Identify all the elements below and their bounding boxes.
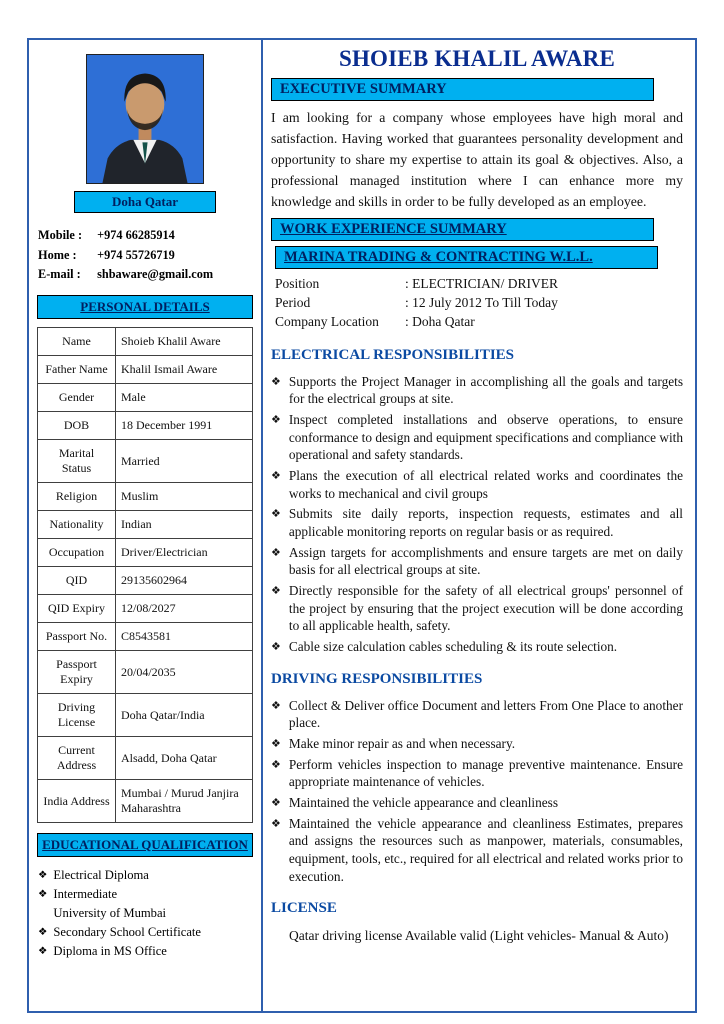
location-badge: Doha Qatar: [74, 191, 216, 213]
list-item: ❖ Perform vehicles inspection to manage preventive maintenance. Ensure appropriate maintenance of vehicles.: [271, 756, 683, 791]
work-detail-label: Company Location: [275, 313, 379, 329]
detail-value: 18 December 1991: [116, 412, 253, 440]
table-row: [38, 483, 253, 511]
detail-label: Gender: [38, 384, 116, 412]
license-heading: LICENSE: [271, 900, 337, 917]
detail-label: QID: [38, 567, 116, 595]
list-item: [38, 866, 255, 885]
detail-value: Khalil Ismail Aware: [116, 356, 253, 384]
detail-label: Passport No.: [38, 623, 116, 651]
detail-label: QID Expiry: [38, 595, 116, 623]
detail-label: Current Address: [38, 737, 116, 780]
detail-label: Name: [38, 328, 116, 356]
work-detail-value: : 12 July 2012 To Till Today: [405, 294, 558, 310]
detail-value: Male: [116, 384, 253, 412]
detail-label: DOB: [38, 412, 116, 440]
executive-summary-text: I am looking for a company whose employees have high moral and satisfaction. Having worked that guarantees personality development and opportunity to share my expertise to attain its goal & objectives. Also, a professional managed institution where I can enhance more my knowledge and skills in order to be fully developed as an employee.: [271, 110, 683, 209]
detail-label: Religion: [38, 483, 116, 511]
list-item: [38, 942, 255, 961]
contact-mobile-label: Mobile :: [38, 228, 83, 242]
detail-label: Father Name: [38, 356, 116, 384]
detail-value: C8543581: [116, 623, 253, 651]
table-row: [38, 412, 253, 440]
list-item: ❖ Submits site daily reports, inspection requests, estimates and all applicable monitoring reports on regular basis or as required.: [271, 505, 683, 540]
detail-label: Passport Expiry: [38, 651, 116, 694]
personal-details-table: [37, 327, 253, 823]
list-item: ❖ Supports the Project Manager in accomplishing all the goals and targets for the electrical groups at site.: [271, 373, 683, 408]
table-row: [38, 623, 253, 651]
list-item: ❖ Collect & Deliver office Document and letters From One Place to another place.: [271, 697, 683, 732]
license-text: Qatar driving license Available valid (Light vehicles- Manual & Auto): [289, 928, 669, 944]
detail-value: 20/04/2035: [116, 651, 253, 694]
education-list: [38, 866, 255, 960]
list-item: ❖ Cable size calculation cables scheduling & its route selection.: [271, 638, 683, 656]
driving-responsibilities-list: [271, 697, 683, 886]
table-row: [38, 567, 253, 595]
detail-label: Driving License: [38, 694, 116, 737]
electrical-responsibilities-heading: ELECTRICAL RESPONSIBILITIES: [271, 346, 515, 363]
table-row: [38, 780, 253, 823]
detail-value: Mumbai / Murud Janjira Maharashtra: [116, 780, 253, 823]
detail-value: Married: [116, 440, 253, 483]
table-row: [38, 440, 253, 483]
driving-responsibilities-heading: DRIVING RESPONSIBILITIES: [271, 670, 483, 687]
detail-value: Muslim: [116, 483, 253, 511]
list-item: ❖ Maintained the vehicle appearance and cleanliness Estimates, prepares and assigns the resources such as manpower, materials, consumables, equipment, tools, etc., required for all electrical and related works prior to execution.: [271, 815, 683, 886]
work-detail-row: [275, 313, 683, 332]
detail-value: 12/08/2027: [116, 595, 253, 623]
table-row: [38, 328, 253, 356]
table-row: [38, 539, 253, 567]
contact-home: [38, 246, 255, 266]
list-item: [38, 923, 255, 942]
table-row: [38, 511, 253, 539]
work-detail-value: : Doha Qatar: [405, 313, 475, 329]
education-item-text: ❖ Secondary School Certificate: [53, 924, 201, 939]
work-detail-row: [275, 275, 683, 294]
executive-summary-header: EXECUTIVE SUMMARY: [271, 78, 654, 101]
list-item: [38, 885, 255, 923]
detail-label: India Address: [38, 780, 116, 823]
detail-label: Occupation: [38, 539, 116, 567]
education-item-subtext: University of Mumbai: [53, 905, 167, 920]
detail-value: Indian: [116, 511, 253, 539]
table-row: [38, 737, 253, 780]
table-row: [38, 651, 253, 694]
sidebar: [29, 40, 263, 1011]
detail-label: Marital Status: [38, 440, 116, 483]
table-row: [38, 694, 253, 737]
work-detail-label: Period: [275, 294, 311, 310]
work-experience-header: WORK EXPERIENCE SUMMARY: [271, 218, 654, 241]
list-item: ❖ Plans the execution of all electrical related works and coordinates the works to mechanical and civil groups: [271, 467, 683, 502]
education-item-text: ❖ Intermediate University of Mumbai: [53, 885, 166, 923]
list-item: ❖ Maintained the vehicle appearance and cleanliness: [271, 794, 683, 812]
table-row: [38, 384, 253, 412]
education-header: EDUCATIONAL QUALIFICATION: [37, 833, 253, 857]
work-detail-value: : ELECTRICIAN/ DRIVER: [405, 275, 558, 291]
contact-email-label: E-mail :: [38, 267, 81, 282]
contact-home-value: +974 55726719: [97, 247, 175, 262]
list-item: ❖ Assign targets for accomplishments and ensure targets are met on daily basis for all electrical groups at site.: [271, 544, 683, 579]
work-details: [275, 275, 683, 332]
personal-details-header: PERSONAL DETAILS: [37, 295, 253, 319]
main-content: [263, 40, 695, 1011]
page-title: SHOIEB KHALIL AWARE: [338, 46, 616, 71]
contact-email: [38, 265, 255, 285]
detail-value: Shoieb Khalil Aware: [116, 328, 253, 356]
contact-block: [35, 226, 255, 285]
contact-email-value: shbaware@gmail.com: [97, 267, 214, 282]
electrical-responsibilities-list: [271, 373, 683, 656]
contact-mobile: [38, 226, 255, 246]
company-header: MARINA TRADING & CONTRACTING W.L.L.: [275, 246, 658, 269]
education-item-text: ❖ Diploma in MS Office: [53, 943, 167, 958]
table-row: [38, 356, 253, 384]
detail-label: Nationality: [38, 511, 116, 539]
detail-value: Doha Qatar/India: [116, 694, 253, 737]
work-detail-row: [275, 294, 683, 313]
contact-home-label: Home :: [38, 247, 77, 262]
page-frame: [27, 38, 697, 1013]
education-item-text: ❖ Electrical Diploma: [53, 868, 149, 883]
contact-mobile-value: +974 66285914: [97, 228, 175, 242]
detail-value: Alsadd, Doha Qatar: [116, 737, 253, 780]
list-item: ❖ Make minor repair as and when necessary.: [271, 735, 683, 753]
portrait-illustration: [87, 55, 203, 183]
detail-value: 29135602964: [116, 567, 253, 595]
work-detail-label: Position: [275, 275, 320, 291]
profile-photo: [86, 54, 204, 184]
detail-value: Driver/Electrician: [116, 539, 253, 567]
table-row: [38, 595, 253, 623]
list-item: ❖ Directly responsible for the safety of all electrical groups' personnel of the project by ensuring that the project execution will be done according to all applicable health, safety.: [271, 582, 683, 635]
list-item: ❖ Inspect completed installations and observe operations, to ensure conformance to design and equipment specifications and compliance with operational and safety standards.: [271, 411, 683, 464]
